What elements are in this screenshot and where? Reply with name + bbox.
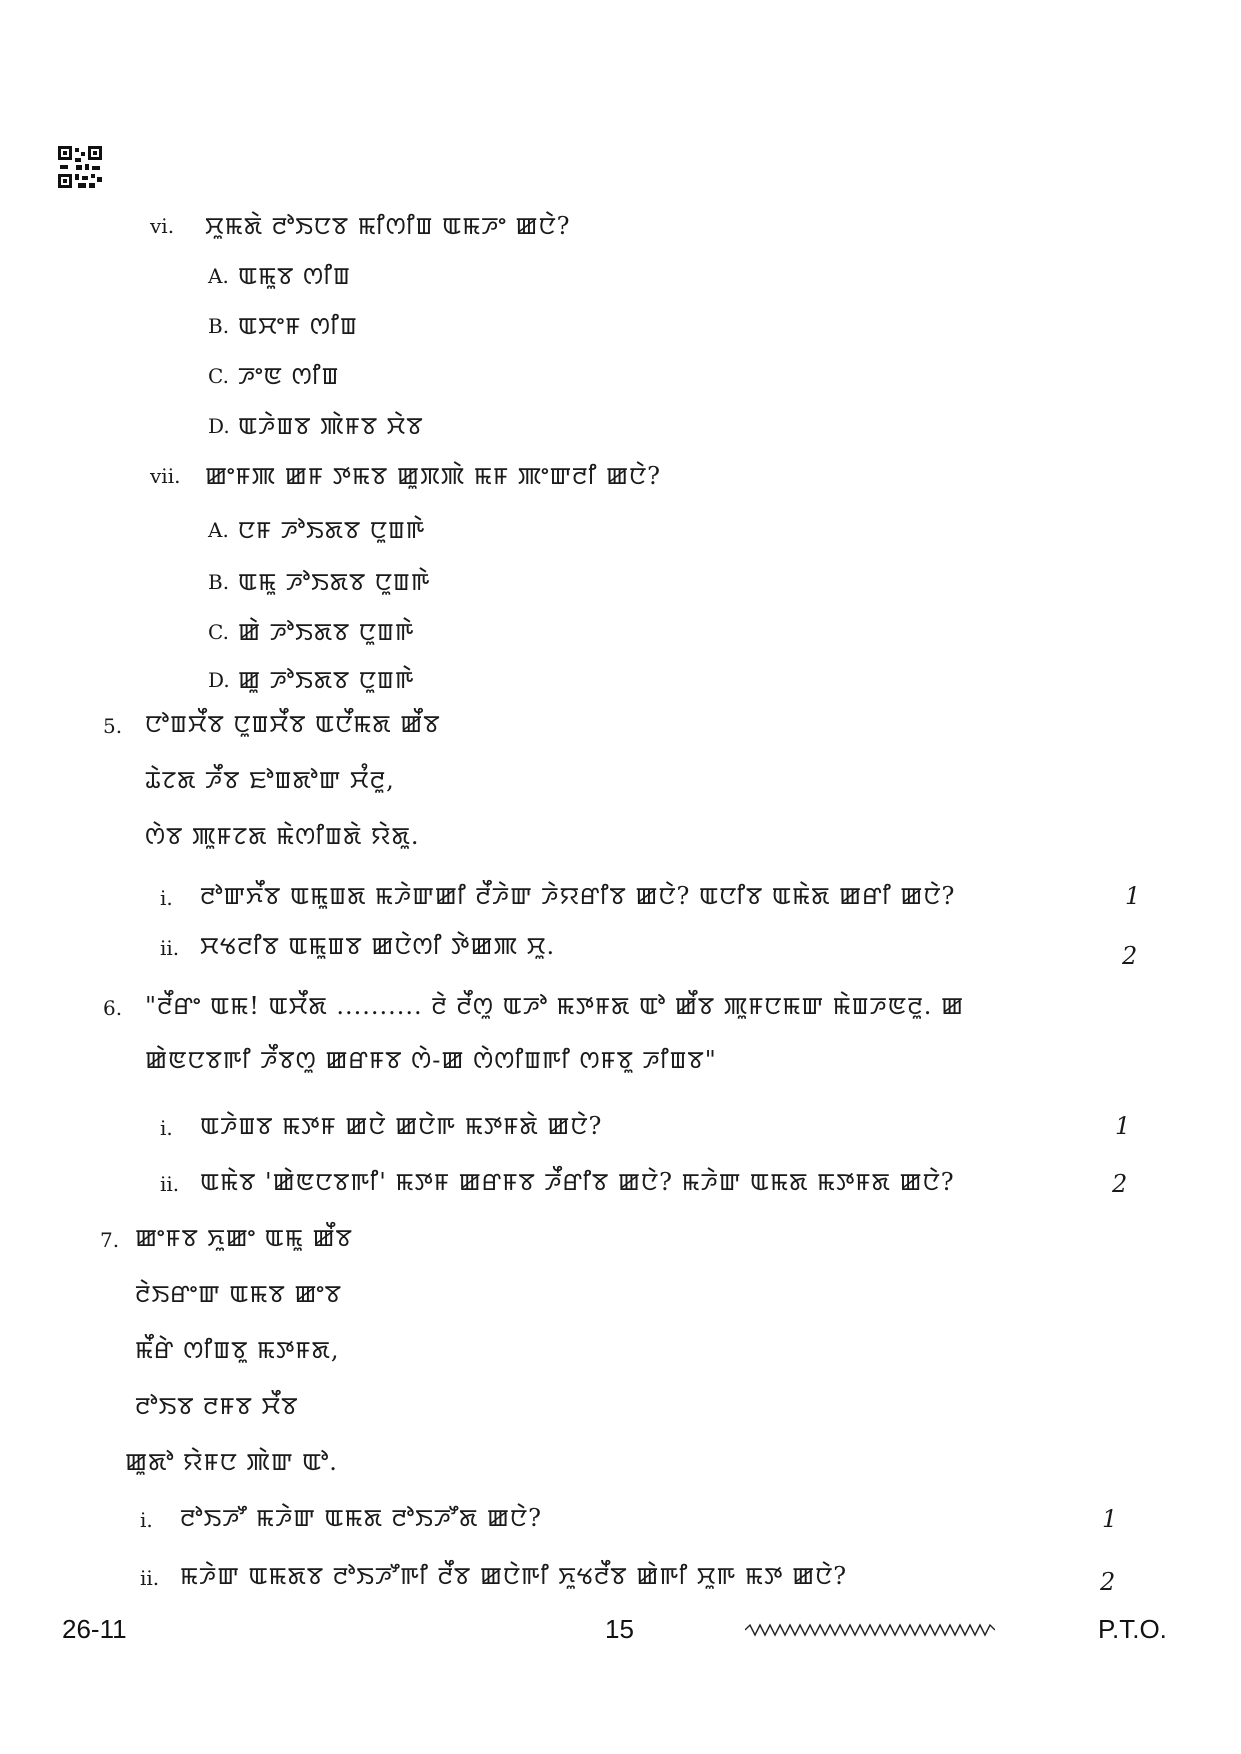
please-turn-over: P.T.O. [1098,1614,1167,1644]
option-text: ꯍꯦꯟ ꯁꯤꯡ [238,362,340,390]
option-text: ꯀꯨ ꯍꯣꯏꯗꯕ ꯅꯨꯡꯒꯥ [238,666,415,694]
sub-question-text: ꯆꯠꯂꯤꯕ ꯑꯃꯨꯡꯕ ꯀꯅꯥꯁꯤ ꯇꯥꯀꯄ ꯆꯨ. [200,932,556,960]
option-text: ꯑꯍꯥꯡꯕ ꯄꯥꯝꯕ ꯆꯥꯕ [238,412,424,440]
marks: 1 [1115,1112,1131,1140]
poem-line: ꯀꯦꯝꯕ ꯈꯨꯀꯦ ꯑꯃꯨ ꯀꯩꯕ [135,1224,353,1252]
sub-question-text: ꯂꯣꯏꯍꯧ ꯃꯍꯥꯛ ꯑꯃꯗ ꯂꯣꯏꯍꯧꯗ ꯀꯅꯥ? [180,1504,542,1532]
sub-question-text: ꯂꯣꯛꯈꯩꯕ ꯑꯃꯨꯡꯗ ꯃꯍꯥꯛꯀꯤ ꯂꯩꯍꯥꯛ ꯍꯥꯌꯔꯤꯕ ꯀꯅꯥ? ꯑꯅꯤꯕ ꯑꯃꯥꯗ ꯀꯔꯤ ꯀꯅꯥ? [200,882,956,910]
page-number: 15 [605,1614,634,1644]
marks: 2 [1100,1568,1116,1596]
marks: 2 [1122,942,1138,970]
option-letter: B. [208,570,230,594]
quote-line: ꯀꯥꯟꯅꯕꯒꯤ ꯍꯩꯕꯁꯨ ꯀꯔꯝꯕ ꯁꯥ-ꯀ ꯁꯥꯁꯤꯡꯒꯤ ꯁꯝꯕꯨ ꯍꯤꯡꯕ" [145,1046,717,1074]
question-vii-text: ꯀꯦꯝꯄ ꯀꯝ ꯇꯃꯕ ꯀꯨꯞꯄꯥ ꯃꯝ ꯄꯦꯛꯂꯤ ꯀꯅꯥ? [205,462,662,490]
question-6-number: 6. [103,996,123,1020]
option-letter: B. [208,314,230,338]
poem-line: ꯀꯨꯗꯣ ꯌꯥꯝꯅ ꯄꯥꯛ ꯑꯣ. [125,1448,338,1476]
sub-question-text: ꯑꯃꯥꯕ 'ꯀꯥꯟꯅꯕꯒꯤ' ꯃꯇꯝ ꯀꯔꯝꯕ ꯍꯩꯔꯤꯕ ꯀꯅꯥ? ꯃꯍꯥꯛ ꯑꯃꯗ ꯃꯇꯝꯗ ꯀꯅꯥ? [200,1168,955,1196]
option-text: ꯑꯃꯨ ꯍꯣꯏꯗꯕ ꯅꯨꯡꯒꯥ [238,568,431,596]
marks: 1 [1125,882,1141,910]
paper-code: 26-11 [62,1614,127,1644]
sub-question-text: ꯃꯍꯥꯛ ꯑꯃꯗꯕ ꯂꯣꯏꯍꯧꯒꯤ ꯂꯩꯕ ꯀꯅꯥꯒꯤ ꯈꯨꯠꯂꯩꯕ ꯀꯥꯒꯤ ꯆꯨꯒ ꯃꯇ ꯀꯅꯥ? [180,1562,848,1590]
sub-question-label: i. [160,886,173,910]
marks: 2 [1112,1170,1128,1198]
quote-line: "ꯂꯩꯔꯦ ꯑꯃ! ꯑꯆꯩꯗ .......... ꯂꯥ ꯂꯩꯁꯨ ꯑꯍꯣ ꯃꯇꯝꯗ ꯑꯣ ꯀꯩꯕ ꯄꯨꯝꯅꯃꯛ ꯃꯥꯡꯍꯟꯂꯨ. ꯀ [145,992,965,1020]
question-7-number: 7. [100,1228,120,1252]
option-letter: C. [208,620,229,644]
option-letter: D. [208,414,230,438]
option-text: ꯑꯃꯨꯕ ꯁꯤꯡ [238,262,351,290]
poem-line: ꯁꯥꯕ ꯄꯨꯝꯖꯗ ꯃꯥꯁꯤꯡꯗꯥ ꯌꯥꯗꯨ. [145,822,420,850]
option-text: ꯑꯆꯦꯝ ꯁꯤꯡ [238,312,358,340]
question-5-number: 5. [103,714,123,738]
poem-line: ꯂꯥꯏꯔꯦꯛ ꯑꯃꯕ ꯀꯦꯕ [135,1280,343,1308]
sub-question-label: ii. [140,1566,160,1590]
poem-line: ꯊꯥꯖꯗ ꯍꯩꯕ ꯐꯣꯡꯗꯣꯛ ꯆꯪꯂꯨ, [145,766,395,794]
qr-code-icon [58,146,104,190]
option-letter: A. [208,518,229,542]
option-letter: D. [208,668,230,692]
option-letter: C. [208,364,229,388]
marks: 1 [1102,1505,1118,1533]
question-vi-label: vi. [150,214,175,238]
question-vi-text: ꯆꯨꯃꯗꯥ ꯂꯣꯏꯅꯕ ꯃꯤꯁꯤꯡ ꯑꯃꯍꯦ ꯀꯅꯥ? [205,212,571,240]
option-text: ꯅꯝ ꯍꯣꯏꯗꯕ ꯅꯨꯡꯒꯥ [238,516,426,544]
poem-line: ꯅꯣꯡꯆꯩꯕ ꯅꯨꯡꯆꯩꯕ ꯑꯅꯩꯃꯗ ꯀꯩꯕ [145,710,441,738]
option-text: ꯀꯥ ꯍꯣꯏꯗꯕ ꯅꯨꯡꯒꯥ [238,618,415,646]
sub-question-text: ꯑꯍꯥꯡꯕ ꯃꯇꯝ ꯀꯅꯥ ꯀꯅꯥꯒ ꯃꯇꯝꯗꯥ ꯀꯅꯥ? [200,1112,603,1140]
sub-question-label: ii. [160,936,180,960]
poem-line: ꯃꯩꯔꯥ ꯁꯤꯡꯕꯨ ꯃꯇꯝꯗ, [135,1336,340,1364]
sub-question-label: ii. [160,1172,180,1196]
sub-question-label: i. [160,1116,173,1140]
question-vii-label: vii. [150,464,181,488]
option-letter: A. [208,264,229,288]
sub-question-label: i. [140,1508,153,1532]
decorative-wave-line [745,1622,995,1638]
poem-line: ꯂꯣꯏꯕ ꯂꯝꯕ ꯆꯩꯕ [135,1392,299,1420]
